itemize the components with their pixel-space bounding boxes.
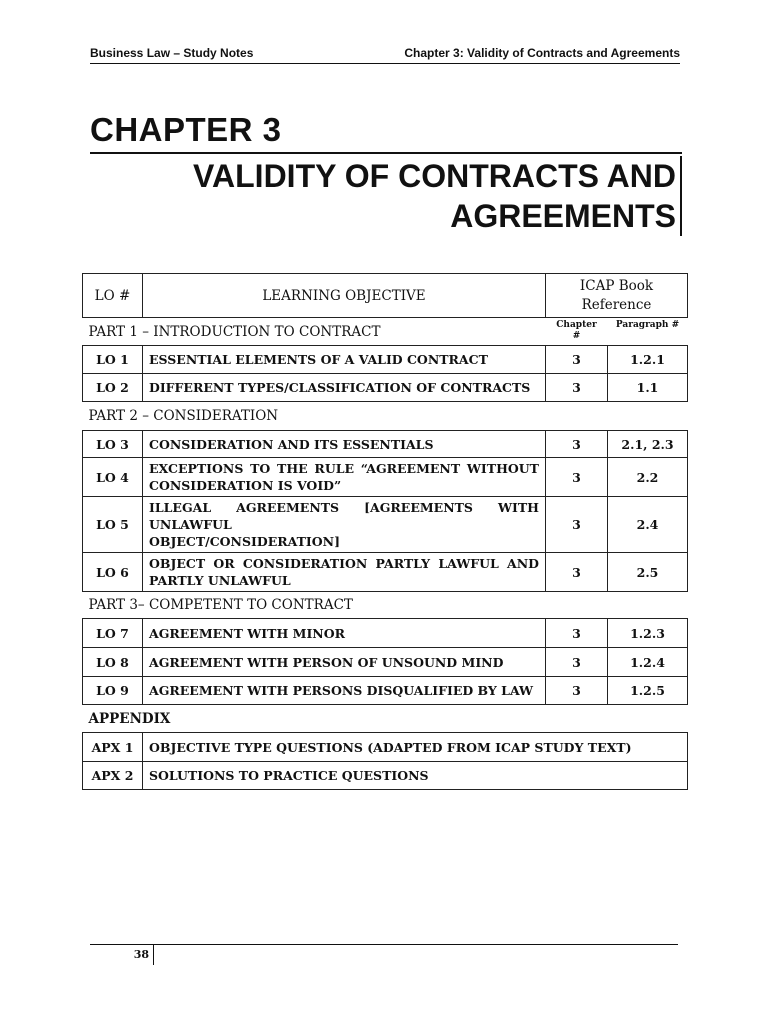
table-row-paragraph: 1.2.4 bbox=[608, 648, 688, 677]
page-header bbox=[90, 46, 680, 64]
table-row-lo: LO 3 bbox=[83, 431, 143, 458]
header-objective: LEARNING OBJECTIVE bbox=[143, 274, 546, 318]
table-row-chapter: 3 bbox=[546, 619, 608, 648]
table-row-objective: DIFFERENT TYPES/CLASSIFICATION OF CONTRACTS bbox=[143, 374, 546, 402]
table-row-chapter: 3 bbox=[546, 497, 608, 553]
table-row-lo: APX 2 bbox=[83, 762, 143, 790]
page-number: 38 bbox=[120, 945, 154, 965]
objective-line1: EXCEPTIONS TO THE RULE “AGREEMENT WITHOUT bbox=[149, 461, 539, 476]
table-row-chapter: 3 bbox=[546, 677, 608, 705]
table-row-chapter: 3 bbox=[546, 346, 608, 374]
subheader-paragraph: Paragraph # bbox=[615, 320, 680, 330]
chapter-title-line1: VALIDITY OF CONTRACTS AND bbox=[193, 158, 676, 194]
table-row-lo: LO 2 bbox=[83, 374, 143, 402]
table-row-chapter: 3 bbox=[546, 374, 608, 402]
table-row-lo: LO 7 bbox=[83, 619, 143, 648]
table-row-paragraph: 2.1, 2.3 bbox=[608, 431, 688, 458]
part-3-title: PART 3– COMPETENT TO CONTRACT bbox=[88, 597, 353, 613]
chapter-number: CHAPTER 3 bbox=[90, 108, 682, 154]
table-row-objective: CONSIDERATION AND ITS ESSENTIALS bbox=[143, 431, 546, 458]
table-row-paragraph: 1.1 bbox=[608, 374, 688, 402]
learning-objectives-table bbox=[82, 273, 688, 790]
header-lo: LO # bbox=[83, 274, 143, 318]
table-row-objective: AGREEMENT WITH PERSONS DISQUALIFIED BY LAW bbox=[143, 677, 546, 705]
header-reference-line1: ICAP Book bbox=[579, 277, 654, 294]
table-row-lo: APX 1 bbox=[83, 733, 143, 762]
table-row-objective: AGREEMENT WITH MINOR bbox=[143, 619, 546, 648]
objective-line2: PARTLY UNLAWFUL bbox=[149, 573, 291, 588]
header-left: Business Law – Study Notes bbox=[90, 46, 254, 60]
footer-divider bbox=[90, 944, 678, 945]
table-row-chapter: 3 bbox=[546, 431, 608, 458]
subheader-chapter-line1: Chapter bbox=[556, 320, 597, 330]
subheader-chapter bbox=[546, 318, 608, 346]
objective-line1: ILLEGAL AGREEMENTS [AGREEMENTS WITH UNLAWFUL bbox=[149, 500, 539, 532]
table-row-lo: LO 1 bbox=[83, 346, 143, 374]
header-reference bbox=[546, 274, 688, 318]
table-row-lo: LO 9 bbox=[83, 677, 143, 705]
header-right: Chapter 3: Validity of Contracts and Agreements bbox=[404, 46, 680, 60]
table-row-objective: ESSENTIAL ELEMENTS OF A VALID CONTRACT bbox=[143, 346, 546, 374]
table-row-paragraph: 2.4 bbox=[608, 497, 688, 553]
table-row-paragraph: 1.2.5 bbox=[608, 677, 688, 705]
objective-line1: OBJECT OR CONSIDERATION PARTLY LAWFUL AND bbox=[149, 556, 539, 571]
table-row-objective bbox=[143, 497, 546, 553]
table-row-objective: AGREEMENT WITH PERSON OF UNSOUND MIND bbox=[143, 648, 546, 677]
objective-line2: OBJECT/CONSIDERATION] bbox=[149, 534, 340, 549]
table-row-paragraph: 1.2.1 bbox=[608, 346, 688, 374]
table-row-lo: LO 5 bbox=[83, 497, 143, 553]
table-row-objective: SOLUTIONS TO PRACTICE QUESTIONS bbox=[143, 762, 688, 790]
table-row-paragraph: 1.2.3 bbox=[608, 619, 688, 648]
part-2-title: PART 2 – CONSIDERATION bbox=[88, 408, 279, 424]
objective-line2: CONSIDERATION IS VOID” bbox=[149, 478, 342, 493]
table-row-chapter: 3 bbox=[546, 553, 608, 592]
part-1-title: PART 1 – INTRODUCTION TO CONTRACT bbox=[88, 323, 381, 340]
chapter-title-line2: AGREEMENTS bbox=[450, 198, 676, 234]
table-row-objective bbox=[143, 458, 546, 497]
table-row-lo: LO 6 bbox=[83, 553, 143, 592]
appendix-title: APPENDIX bbox=[88, 710, 171, 727]
table-row-lo: LO 8 bbox=[83, 648, 143, 677]
table-row-objective bbox=[143, 553, 546, 592]
subheader-chapter-line2: # bbox=[572, 331, 581, 341]
table-row-chapter: 3 bbox=[546, 648, 608, 677]
table-row-chapter: 3 bbox=[546, 458, 608, 497]
header-reference-line2: Reference bbox=[581, 296, 652, 313]
chapter-title bbox=[130, 156, 682, 236]
table-row-paragraph: 2.2 bbox=[608, 458, 688, 497]
table-row-paragraph: 2.5 bbox=[608, 553, 688, 592]
table-row-objective: OBJECTIVE TYPE QUESTIONS (ADAPTED FROM ICAP STUDY TEXT) bbox=[143, 733, 688, 762]
table-row-lo: LO 4 bbox=[83, 458, 143, 497]
